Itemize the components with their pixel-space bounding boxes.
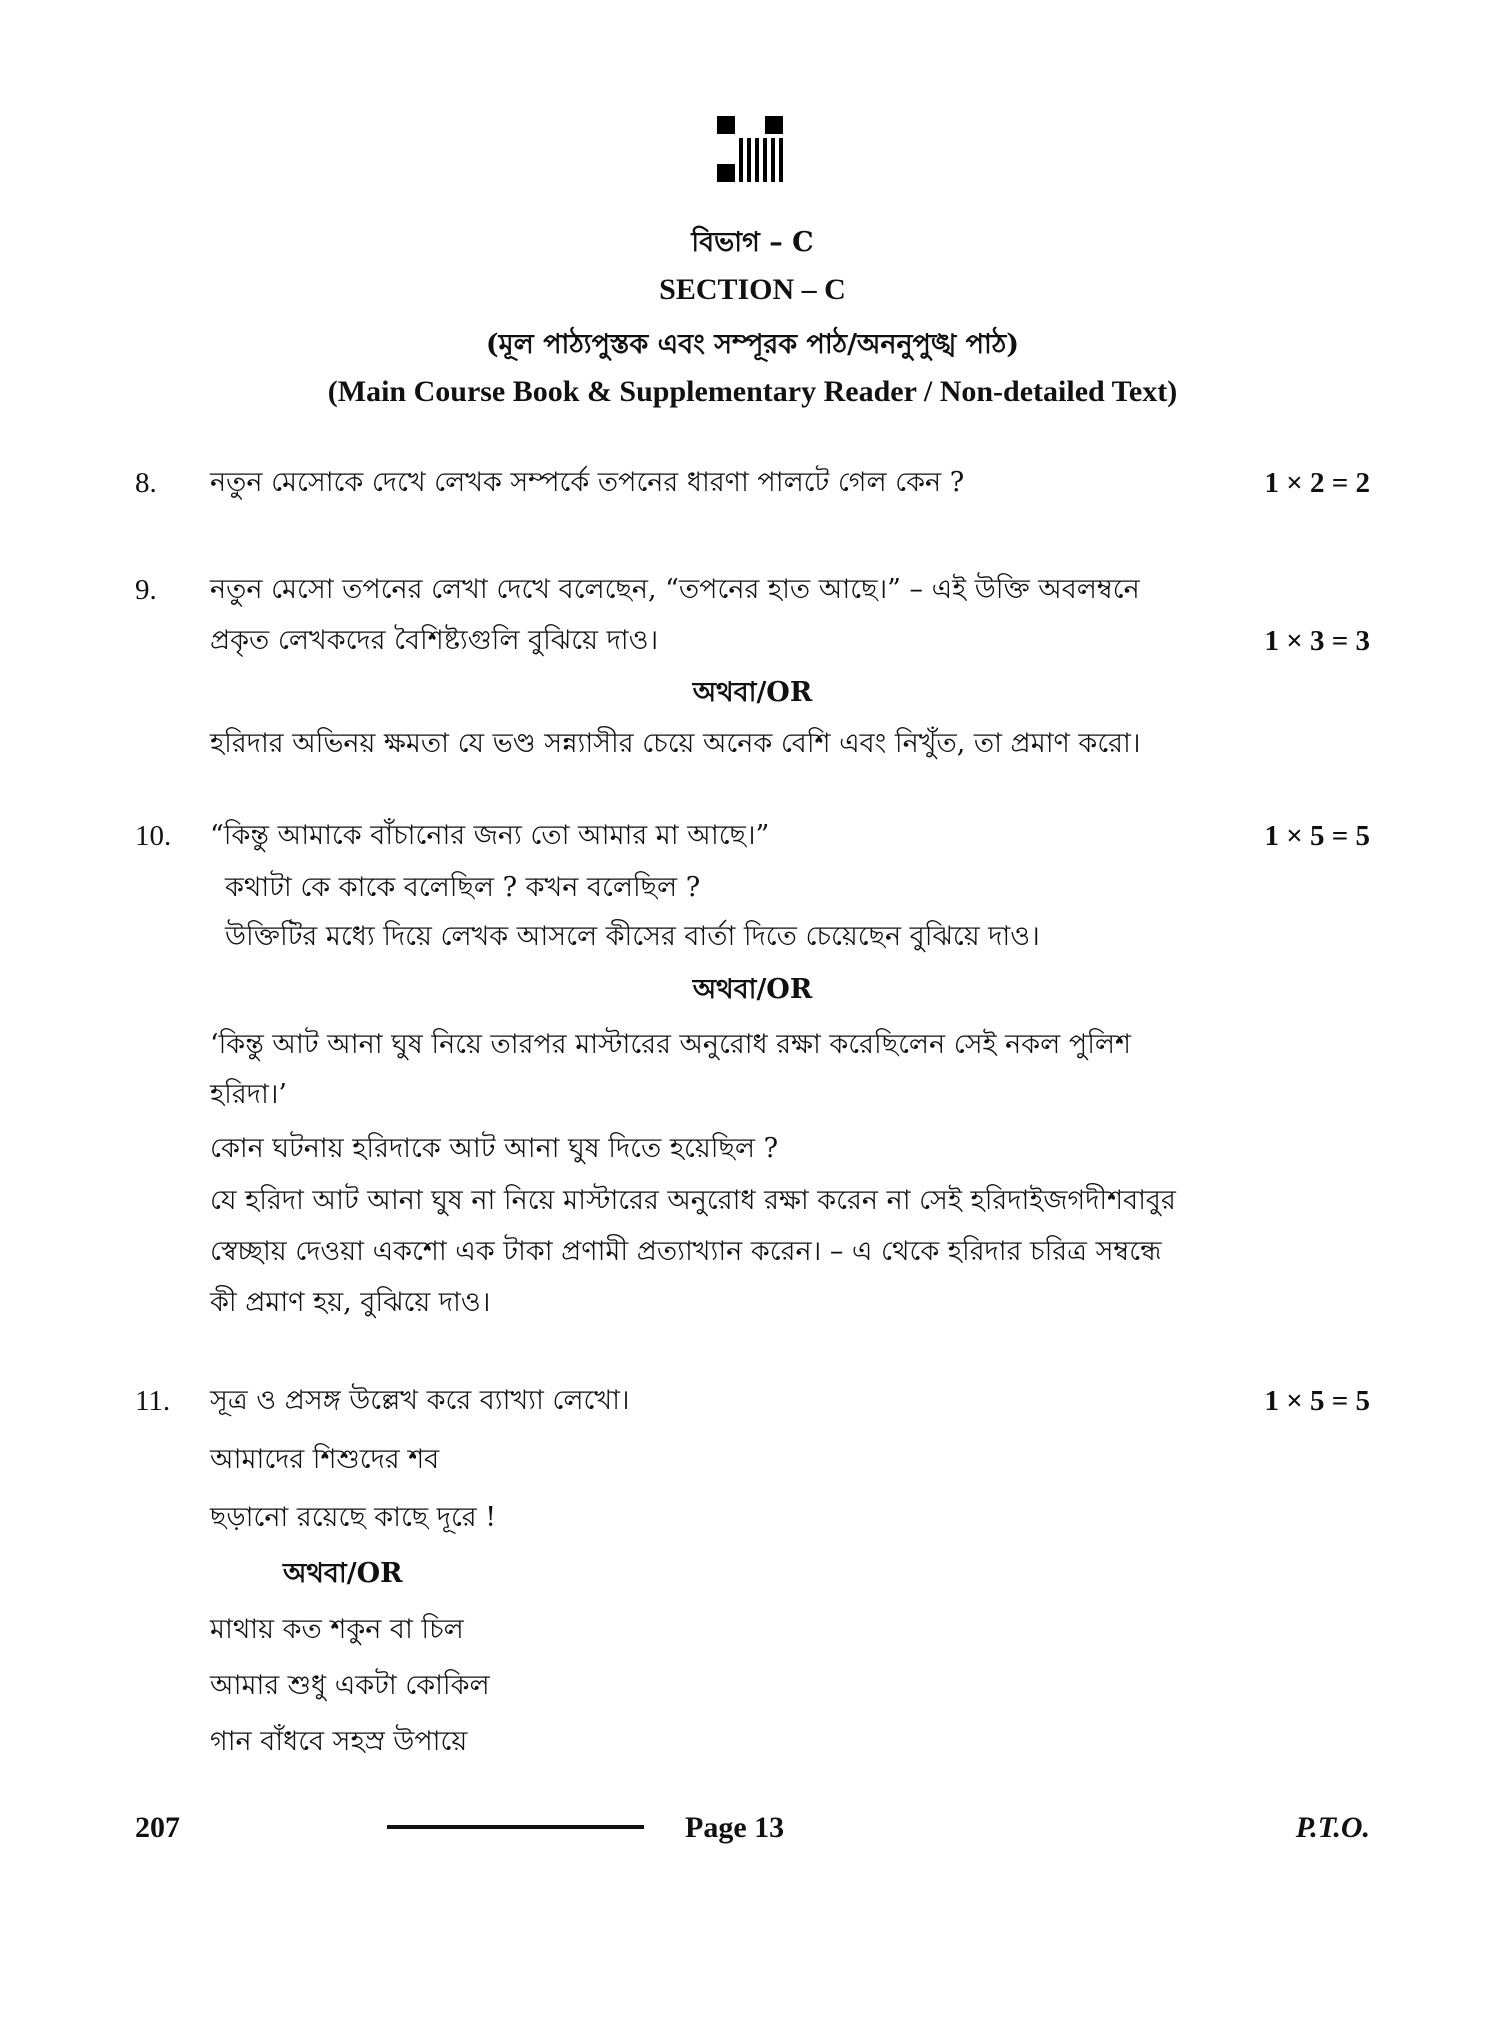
pto-label: P.T.O. [1295, 1811, 1370, 1844]
question-number: 9. [135, 574, 157, 606]
poem-line: আমাদের শিশুদের শব [210, 1444, 440, 1475]
question-marks: 1 × 5 = 5 [1264, 820, 1370, 852]
question-number: 10. [135, 820, 172, 852]
or-divider: অথবা/OR [692, 677, 813, 708]
poem-line: গান বাঁধবে সহস্র উপায়ে [210, 1726, 468, 1757]
section-subtitle-en: (Main Course Book & Supplementary Reader / Non-detailed Text) [327, 375, 1178, 408]
question-text: কী প্রমাণ হয়, বুঝিয়ে দাও। [210, 1287, 491, 1318]
paper-code: 207 [135, 1811, 180, 1844]
qr-code [717, 116, 783, 182]
question-number: 8. [135, 467, 157, 499]
question-text: স্বেচ্ছায় দেওয়া একশো এক টাকা প্রণামী প্রত্যাখ্যান করেন। – এ থেকে হরিদার চরিত্র সম্বন্ধে [210, 1236, 1162, 1267]
section-subtitle-bn: (মূল পাঠ্যপুস্তক এবং সম্পূরক পাঠ/অননুপুঙ্খ পাঠ) [485, 329, 1020, 360]
question-marks: 1 × 5 = 5 [1264, 1385, 1370, 1417]
footer-rule [387, 1825, 644, 1829]
question-text: প্রকৃত লেখকদের বৈশিষ্ট্যগুলি বুঝিয়ে দাও। [210, 625, 659, 656]
question-text: হরিদার অভিনয় ক্ষমতা যে ভণ্ড সন্ন্যাসীর চেয়ে অনেক বেশি এবং নিখুঁত, তা প্রমাণ করো। [210, 728, 1141, 759]
poem-line: আমার শুধু একটা কোকিল [210, 1670, 490, 1701]
question-text: “কিন্তু আমাকে বাঁচানোর জন্য তো আমার মা আছে।” [210, 820, 770, 851]
question-text: উক্তিটির মধ্যে দিয়ে লেখক আসলে কীসের বার্তা দিতে চেয়েছেন বুঝিয়ে দাও। [225, 921, 1040, 952]
question-text: কোন ঘটনায় হরিদাকে আট আনা ঘুষ দিতে হয়েছিল ? [210, 1133, 779, 1164]
poem-line: ছড়ানো রয়েছে কাছে দূরে ! [210, 1502, 497, 1533]
question-text: ‘কিন্তু আট আনা ঘুষ নিয়ে তারপর মাস্টারের অনুরোধ রক্ষা করেছিলেন সেই নকল পুলিশ [210, 1029, 1132, 1060]
section-title-en: SECTION – C [659, 273, 846, 306]
question-marks: 1 × 2 = 2 [1264, 467, 1370, 499]
question-number: 11. [135, 1385, 171, 1417]
question-text: হরিদা।’ [210, 1079, 288, 1110]
or-divider: অথবা/OR [692, 974, 813, 1005]
or-divider: অথবা/OR [283, 1558, 403, 1589]
question-marks: 1 × 3 = 3 [1264, 625, 1370, 657]
poem-line: মাথায় কত শকুন বা চিল [210, 1614, 464, 1645]
question-text: কথাটা কে কাকে বলেছিল ? কখন বলেছিল ? [225, 872, 701, 903]
question-text: নতুন মেসো তপনের লেখা দেখে বলেছেন, “তপনের হাত আছে।” – এই উক্তি অবলম্বনে [210, 574, 1140, 605]
question-text: যে হরিদা আট আনা ঘুষ না নিয়ে মাস্টারের অনুরোধ রক্ষা করেন না সেই হরিদাইজগদীশবাবুর [210, 1185, 1176, 1216]
section-title-bn: বিভাগ – C [691, 227, 814, 258]
page-number: Page 13 [685, 1811, 785, 1844]
question-text: নতুন মেসোকে দেখে লেখক সম্পর্কে তপনের ধারণা পালটে গেল কেন ? [210, 467, 965, 498]
question-text: সূত্র ও প্রসঙ্গ উল্লেখ করে ব্যাখ্যা লেখো। [210, 1385, 630, 1416]
